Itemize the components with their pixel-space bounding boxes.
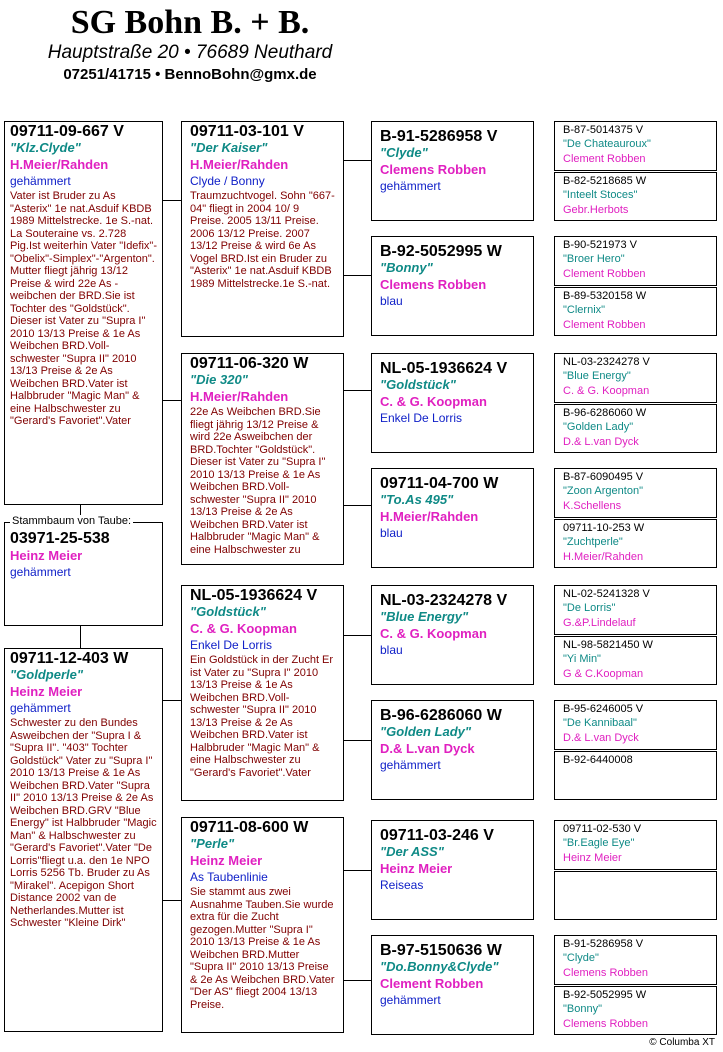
mother-breeder: Heinz Meier [10,684,83,699]
gggp-box-13: 09711-02-530 V "Br.Eagle Eye" Heinz Meier [554,820,717,870]
father-box [4,121,163,505]
ggp7-color: Reiseas [380,878,424,892]
gp4-desc: Sie stammt aus zwei Ausnahme Tauben.Sie wurde extra für die Zucht gezogen.Mutter "Supra I" 2010 13/13 Preise & 1e As Weibchen BRD.Mutter "Supra II" 2010 13/13 Preise & 2e As Weibchen BRD.Vater "Der AS" fliegt 2004 13/13 Preise. [190,886,335,1011]
ggp8-breeder: Clement Robben [380,976,484,991]
great-grandparent-box-8 [371,935,534,1035]
ggp1-name: "Clyde" [380,145,428,160]
gggp-box-10: NL-98-5821450 W "Yi Min" G & C.Koopman [554,636,717,685]
mother-ring: 09711-12-403 W [10,650,129,667]
pigeon-label: Stammbaum von Taube: [12,515,132,527]
gggp-box-4: B-89-5320158 W "Clernix" Clement Robben [554,287,717,336]
gggp-box-12: B-92-6440008 [554,751,717,800]
gggp-box-16: B-92-5052995 W "Bonny" Clemens Robben [554,986,717,1035]
gggp-box-14 [554,871,717,920]
gggp-box-9: NL-02-5241328 V "De Lorris" G.&P.Lindelauf [554,585,717,635]
gggp-box-11: B-95-6246005 V "De Kannibaal" D.& L.van Dyck [554,700,717,750]
mother-box [4,648,163,1032]
pigeon-ring: 03971-25-538 [10,530,110,547]
ggp3-ring: NL-05-1936624 V [380,360,508,377]
pigeon-box [4,522,163,626]
ggp1-breeder: Clemens Robben [380,162,487,177]
ggp8-color: gehämmert [380,993,441,1007]
gggp-box-5: NL-03-2324278 V "Blue Energy" C. & G. Koopman [554,353,717,403]
ggp2-name: "Bonny" [380,260,433,275]
gggp-box-7: B-87-6090495 V "Zoon Argenton" K.Schellens [554,468,717,518]
gggp-box-15: B-91-5286958 V "Clyde" Clemens Robben [554,935,717,985]
great-grandparent-box-2 [371,236,534,336]
contact-info: 07251/41715 • BennoBohn@gmx.de [63,66,317,83]
mother-color: gehämmert [10,701,71,715]
ggp3-breeder: C. & G. Koopman [380,394,487,409]
ggp2-breeder: Clemens Robben [380,277,487,292]
gp4-color: As Taubenlinie [190,870,268,884]
ggp5-color: blau [380,643,403,657]
gp2-name: "Die 320" [190,372,248,387]
ggp8-name: "Do.Bonny&Clyde" [380,959,499,974]
gp3-name: "Goldstück" [190,604,266,619]
gp1-color: Clyde / Bonny [190,174,265,188]
gp2-desc: 22e As Weibchen BRD.Sie fliegt jährig 13/12 Preise & wird 22e Asweibchen der BRD.Tochter "Goldstück". Dieser ist Vater zu "Supra I" 2010 13/13 Preise & 1e As Weibchen BRD.Voll-schwester "Supra II" 2010 13/13 Preise & 2e As Weibchen BRD.Vater ist Halbbruder "Magic Man" & eine Halbschwester zu [190,406,326,556]
gp3-ring: NL-05-1936624 V [190,587,318,604]
gp3-color: Enkel De Lorris [190,638,273,652]
mother-desc: Schwester zu den Bundes Asweibchen der "Supra I & "Supra II". "403" Tochter Goldstück" Vater zu "Supra I" 2010 13/13 Preise & 1e As Weibchen BRD.Vater "Supra II" 2010 13/13 Preise & 2e As Weibchen BRD.GRV "Blue Energy" ist Halbbruder "Magic Man" & Halbschwester zu "Gerard's Favoriet".Vater "De Lorris"fliegt u.a. den 1e NPO Lorris 5256 Tb. Bruder zu As "Mirakel". Acepigon Short Distance 2002 van de Netherlandes.Mutter ist Schwester "Kleine Dirk" [10,717,157,929]
gggp-box-1: B-87-5014375 V "De Chateauroux" Clement Robben [554,121,717,171]
gp2-breeder: H.Meier/Rahden [190,389,289,404]
copyright: © Columba XT [649,1037,715,1048]
ggp3-color: Enkel De Lorris [380,411,463,425]
gggp-box-3: B-90-521973 V "Broer Hero" Clement Robben [554,236,717,286]
ggp6-breeder: D.& L.van Dyck [380,741,475,756]
great-grandparent-box-5 [371,585,534,685]
ggp2-ring: B-92-5052995 W [380,243,502,260]
ggp1-ring: B-91-5286958 V [380,128,498,145]
ggp5-ring: NL-03-2324278 V [380,592,508,609]
father-name: "Klz.Clyde" [10,140,81,155]
gp3-breeder: C. & G. Koopman [190,621,297,636]
ggp4-breeder: H.Meier/Rahden [380,509,479,524]
ggp3-name: "Goldstück" [380,377,456,392]
great-grandparent-box-3 [371,353,534,453]
great-grandparent-box-1 [371,121,534,221]
gp4-name: "Perle" [190,836,235,851]
ggp4-color: blau [380,526,403,540]
gp2-ring: 09711-06-320 W [190,355,309,372]
ggp4-ring: 09711-04-700 W [380,475,499,492]
ggp4-name: "To.As 495" [380,492,454,507]
father-color: gehämmert [10,174,71,188]
gp4-ring: 09711-08-600 W [190,819,309,836]
ggp6-ring: B-96-6286060 W [380,707,502,724]
ggp5-breeder: C. & G. Koopman [380,626,487,641]
page-title: SG Bohn B. + B. [70,4,310,41]
grandparent-box-4 [181,817,344,1033]
gp1-name: "Der Kaiser" [190,140,268,155]
grandparent-box-1 [181,121,344,337]
great-grandparent-box-7 [371,820,534,920]
father-desc: Vater ist Bruder zu As "Asterix" 1e nat.Asduif KBDB 1989 Mittelstrecke. 1e S.-nat. La Souteraine vs. 2.728 Pig.Ist weiterhin Vater "Idefix"-"Obelix"-Simplex"-"Argenton". Mutter fliegt jährig 13/12 Preise & wird 22e As - weibchen der BRD.Sie ist Tochter des "Goldstück". Dieser ist Vater zu "Supra I" 2010 13/13 Preise & 1e As Weibchen BRD.Voll-schwester "Supra II" 2010 13/13 Preise & 2e As Weibchen BRD.Vater ist Halbbruder "Magic Man" & eine Halbschwester zu "Gerard's Favoriet".Vater [10,190,157,427]
gggp-box-2: B-82-5218685 W "Inteelt Stoces" Gebr.Herbots [554,172,717,221]
grandparent-box-3 [181,585,344,801]
gp1-breeder: H.Meier/Rahden [190,157,289,172]
great-grandparent-box-4 [371,468,534,568]
gp3-desc: Ein Goldstück in der Zucht Er ist Vater zu "Supra I" 2010 13/13 Preise & 1e As Weibchen BRD.Voll-schwester "Supra II" 2010 13/13 Preise & 2e As Weibchen BRD.Vater ist Halbbruder "Magic Man" & eine Halbschwester zu "Gerard's Favoriet".Vater [190,654,334,779]
ggp6-name: "Golden Lady" [380,724,472,739]
ggp7-ring: 09711-03-246 V [380,827,494,844]
pigeon-breeder: Heinz Meier [10,548,83,563]
great-grandparent-box-6 [371,700,534,800]
gggp-box-6: B-96-6286060 W "Golden Lady" D.& L.van Dyck [554,404,717,453]
father-ring: 09711-09-667 V [10,123,124,140]
pigeon-color: gehämmert [10,565,71,579]
gggp-box-8: 09711-10-253 W "Zuchtperle" H.Meier/Rahden [554,519,717,568]
gp1-desc: Traumzuchtvogel. Sohn "667-04" fliegt in 2004 10/ 9 Preise. 2005 13/11 Preise. 2006 13/12 Preise. 2007 13/12 Preise & wird 6e As Vogel BRD.Ist ein Bruder zu "Asterix" 1e nat.Asduif KBDB 1989 Mittelstrecke.1e S.-nat. [190,190,335,290]
ggp7-name: "Der ASS" [380,844,444,859]
mother-name: "Goldperle" [10,667,84,682]
ggp8-ring: B-97-5150636 W [380,942,502,959]
father-breeder: H.Meier/Rahden [10,157,109,172]
gp1-ring: 09711-03-101 V [190,123,304,140]
ggp1-color: gehämmert [380,179,441,193]
ggp6-color: gehämmert [380,758,441,772]
ggp5-name: "Blue Energy" [380,609,469,624]
ggp2-color: blau [380,294,403,308]
gp4-breeder: Heinz Meier [190,853,263,868]
ggp7-breeder: Heinz Meier [380,861,453,876]
grandparent-box-2 [181,353,344,565]
address: Hauptstraße 20 • 76689 Neuthard [47,42,333,63]
